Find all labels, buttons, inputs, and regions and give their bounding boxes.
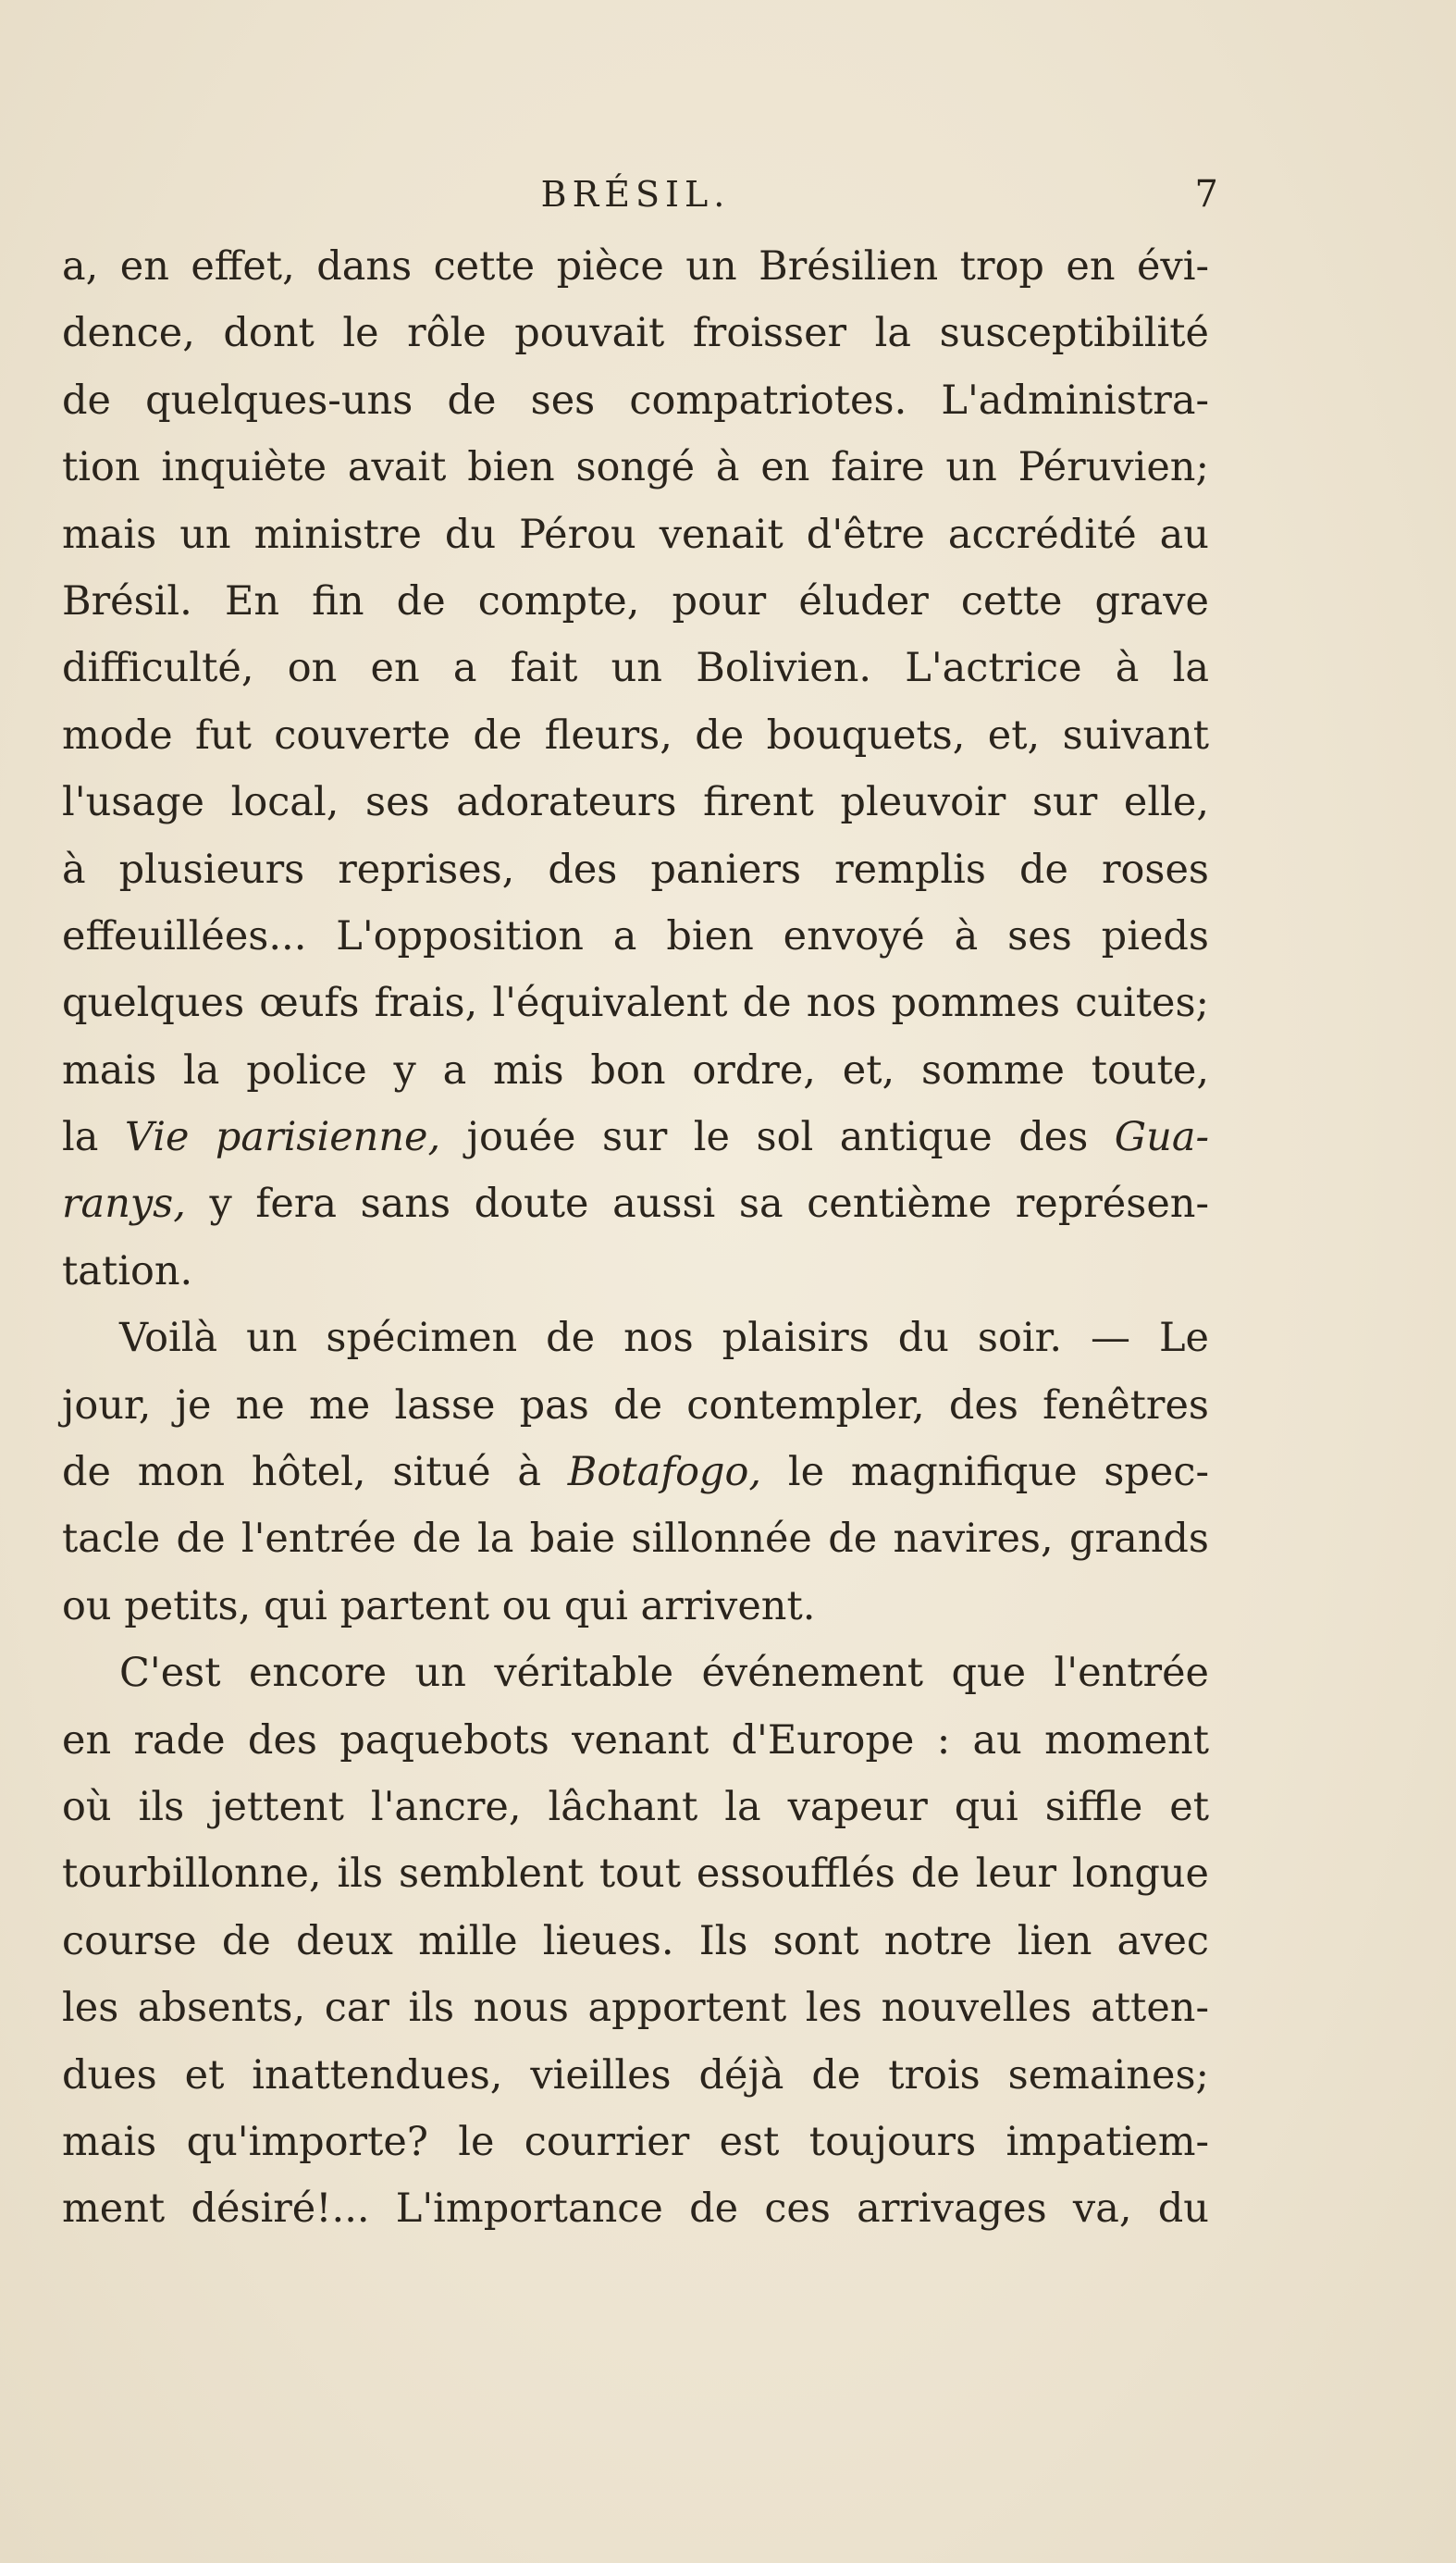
italic-place: Botafogo, — [567, 1449, 762, 1496]
text-segment: la — [62, 1114, 125, 1161]
text-line: mais qu'importe? le courrier est toujours impatiem- — [62, 2118, 1209, 2165]
text-line: de quelques-uns de ses compatriotes. L'administra- — [62, 377, 1209, 424]
text-line: course de deux mille lieues. Ils sont notre lien avec — [62, 1917, 1209, 1964]
italic-name: Gua- — [1114, 1114, 1210, 1161]
text-segment: jouée sur le sol antique des — [440, 1114, 1115, 1161]
text-line: mode fut couverte de fleurs, de bouquets, et, suivant — [62, 712, 1209, 759]
text-line: C'est encore un véritable événement que l'entrée — [119, 1650, 1209, 1697]
text-line: Brésil. En fin de compte, pour éluder cette grave — [62, 577, 1209, 625]
text-line: en rade des paquebots venant d'Europe : au moment — [62, 1716, 1209, 1764]
text-line: mais la police y a mis bon ordre, et, somme toute, — [62, 1046, 1209, 1094]
text-line: dence, dont le rôle pouvait froisser la susceptibilité — [62, 310, 1209, 357]
italic-title: Vie parisienne, — [124, 1114, 441, 1161]
text-line: l'usage local, ses adorateurs firent pleuvoir sur elle, — [62, 779, 1209, 826]
text-line: tourbillonne, ils semblent tout essoufflés de leur longue — [62, 1851, 1209, 1898]
text-line: mais un ministre du Pérou venait d'être accrédité au — [62, 511, 1209, 558]
running-head — [62, 167, 1218, 222]
text-line: jour, je ne me lasse pas de contempler, des fenêtres — [62, 1381, 1209, 1429]
italic-name: ranys, — [62, 1181, 186, 1228]
text-line — [62, 1170, 1209, 1237]
text-line: quelques œufs frais, l'équivalent de nos pommes cuites; — [62, 980, 1209, 1027]
text-line: tation. — [62, 1247, 193, 1294]
text-line: les absents, car ils nous apportent les nouvelles atten- — [62, 1985, 1209, 2032]
text-line: à plusieurs reprises, des paniers remplis de roses — [62, 846, 1209, 893]
text-line — [62, 1104, 1209, 1170]
text-line — [62, 1439, 1209, 1505]
text-segment: y fera sans doute aussi sa centième représen- — [185, 1181, 1209, 1228]
text-line: tacle de l'entrée de la baie sillonnée de navires, grands — [62, 1516, 1209, 1563]
text-line: ment désiré!... L'importance de ces arrivages va, du — [62, 2185, 1209, 2233]
text-line: tion inquiète avait bien songé à en faire un Péruvien; — [62, 444, 1209, 491]
text-line: difficulté, on en a fait un Bolivien. L'actrice à la — [62, 645, 1209, 692]
text-line: effeuillées... L'opposition a bien envoyé à ses pieds — [62, 912, 1209, 960]
header-title: BRÉSIL. — [540, 174, 731, 215]
text-segment: de mon hôtel, situé à — [62, 1449, 568, 1496]
text-segment: le magnifique spec- — [761, 1449, 1209, 1496]
page-number: 7 — [1194, 173, 1218, 216]
text-line: où ils jettent l'ancre, lâchant la vapeur qui siffle et — [62, 1783, 1209, 1830]
text-line: dues et inattendues, vieilles déjà de trois semaines; — [62, 2051, 1209, 2099]
text-line: a, en effet, dans cette pièce un Brésilien trop en évi- — [62, 243, 1209, 290]
body-text — [62, 233, 1209, 2243]
text-line: Voilà un spécimen de nos plaisirs du soir. — Le — [119, 1315, 1209, 1362]
text-line: ou petits, qui partent ou qui arrivent. — [62, 1582, 816, 1629]
